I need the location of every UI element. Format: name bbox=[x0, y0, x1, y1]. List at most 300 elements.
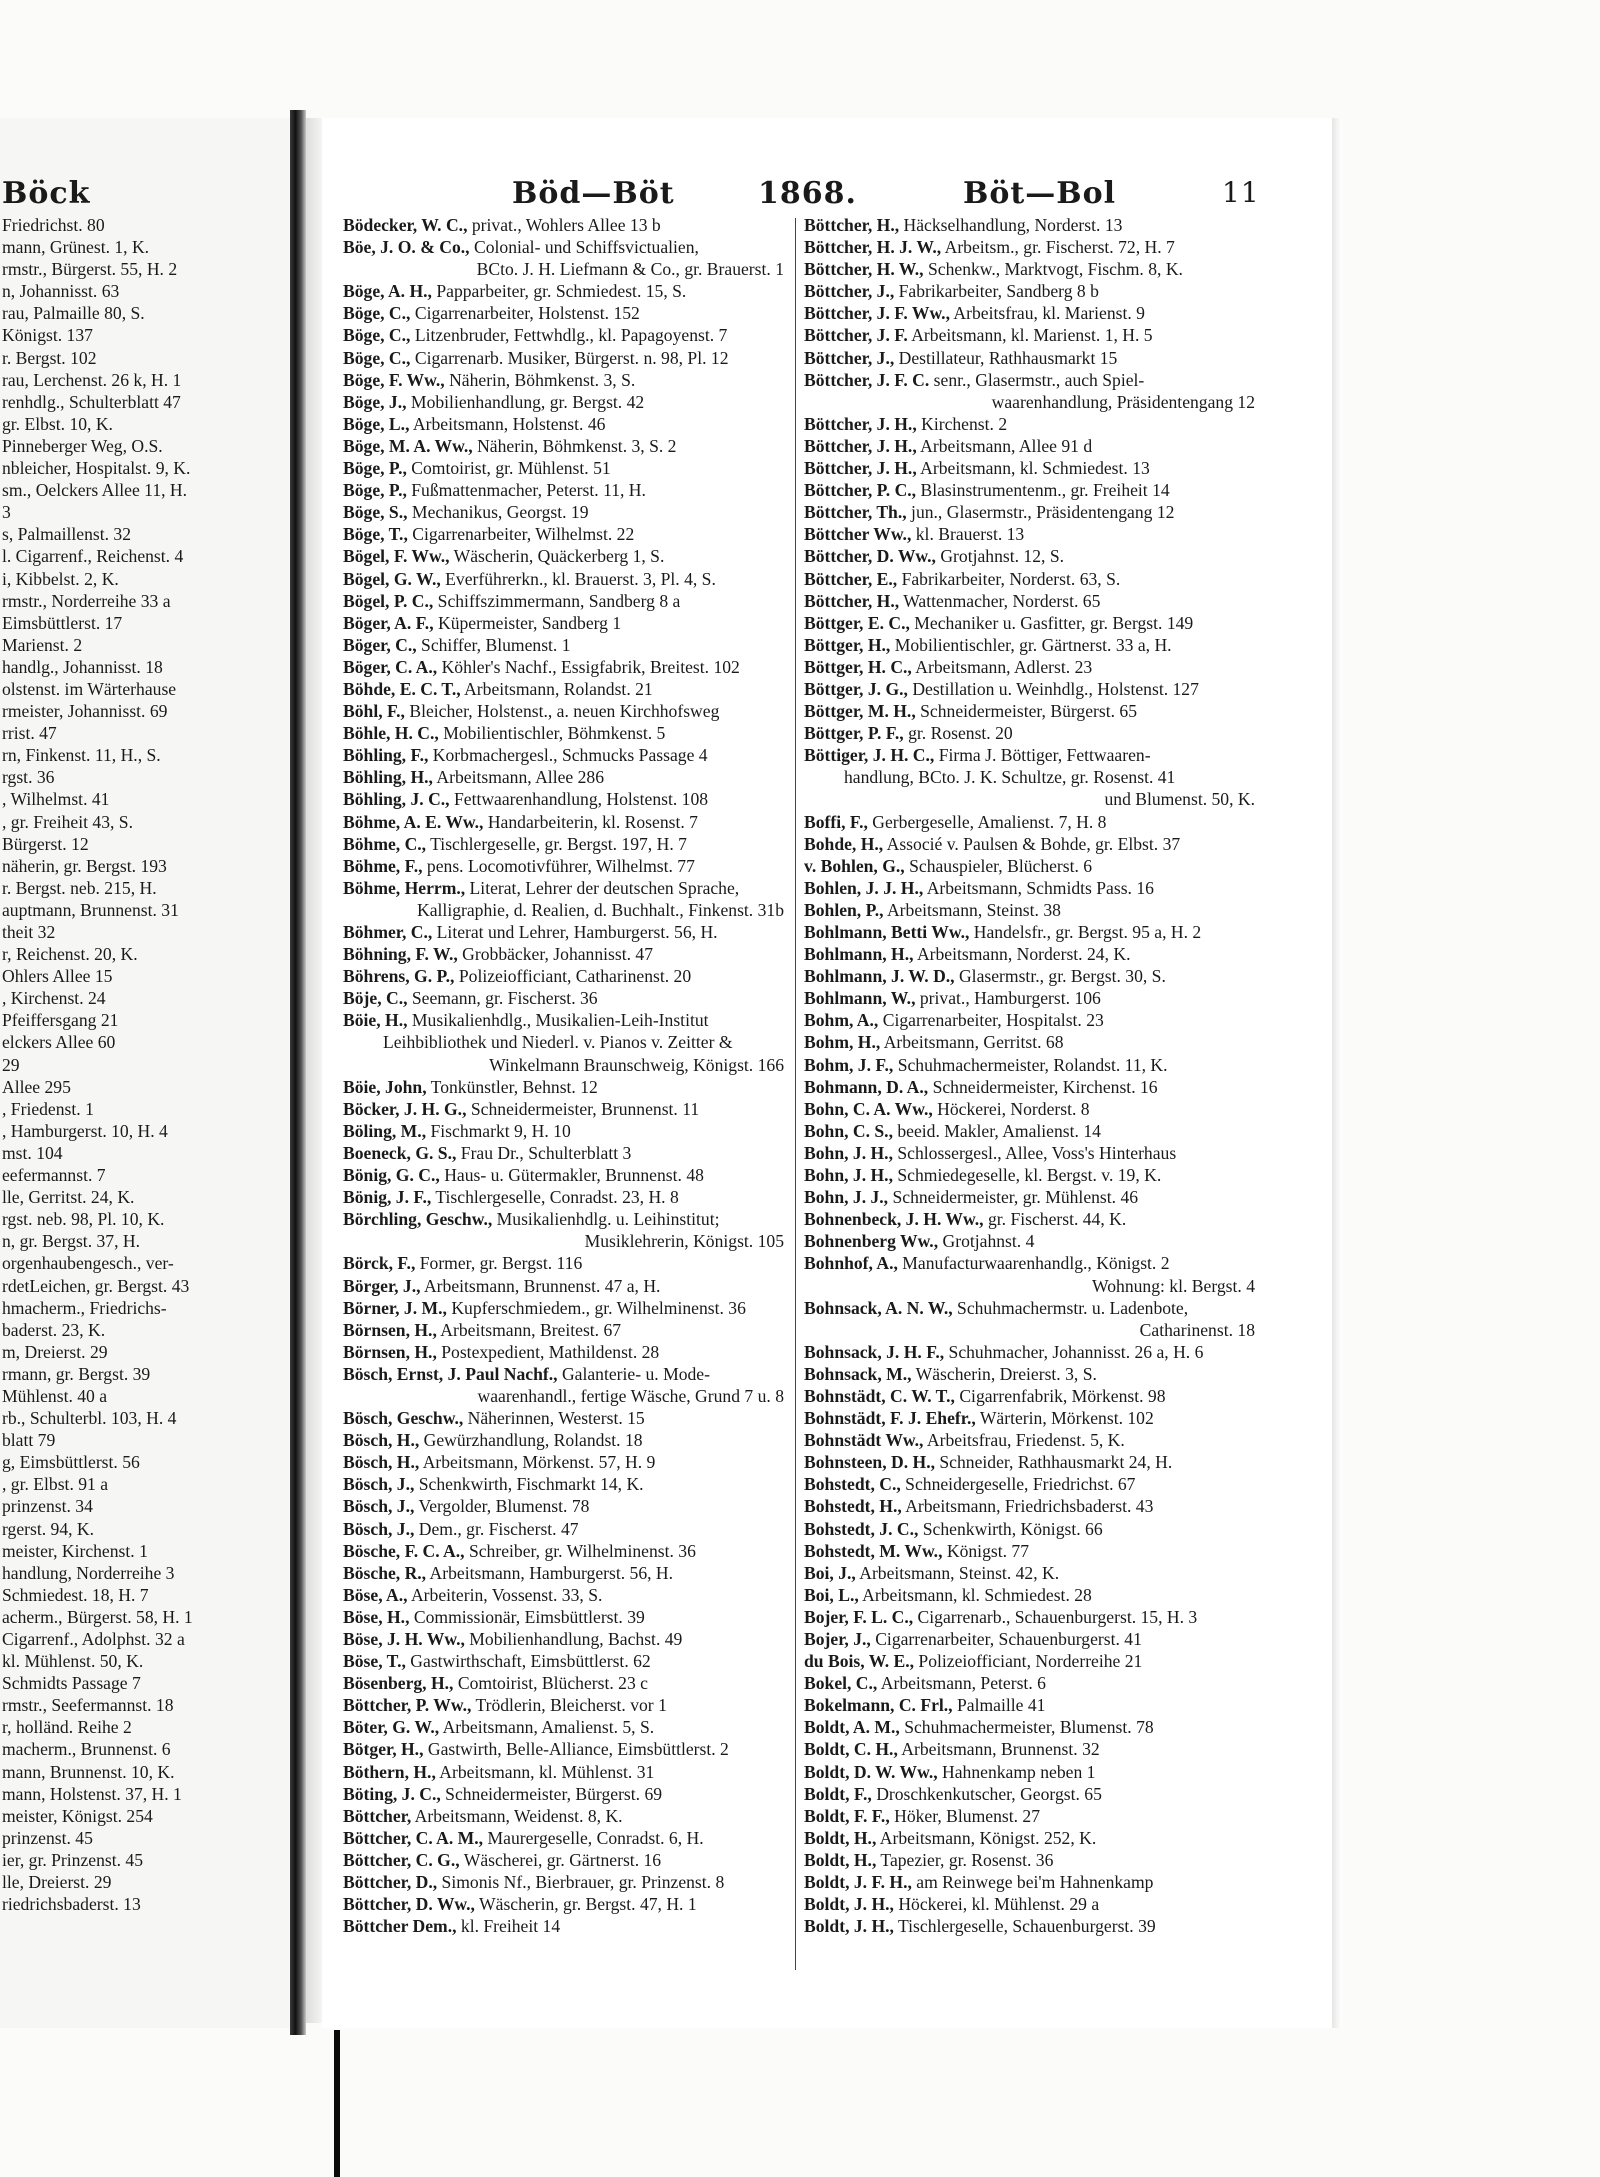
entry-name: Boldt, A. M., bbox=[804, 1717, 900, 1738]
directory-entry bbox=[804, 1915, 1259, 1937]
entry-name: Böge, C., bbox=[343, 325, 411, 346]
directory-entry bbox=[343, 1738, 788, 1760]
left-page-line: n, Johannisst. 63 bbox=[2, 281, 120, 302]
entry-details: Trödlerin, Bleicherst. vor 1 bbox=[471, 1695, 667, 1716]
entry-name: Bösch, Geschw., bbox=[343, 1408, 464, 1429]
directory-entry bbox=[804, 1672, 1259, 1694]
entry-name: Bösenberg, H., bbox=[343, 1673, 454, 1694]
directory-entry bbox=[343, 1009, 788, 1031]
entry-name: Böge, T., bbox=[343, 524, 408, 545]
entry-name: Böttcher, J. H., bbox=[804, 435, 917, 456]
entry-name: Bohstedt, C., bbox=[804, 1474, 901, 1495]
entry-name: Böie, John, bbox=[343, 1076, 427, 1097]
left-page-line: ier, gr. Prinzenst. 45 bbox=[2, 1849, 143, 1870]
entry-details: senr., Glasermstr., auch Spiel- bbox=[929, 369, 1145, 390]
directory-entry bbox=[343, 722, 788, 744]
left-page-line: handlg., Johannisst. 18 bbox=[2, 656, 163, 677]
entry-name: Bohnsack, A. N. W., bbox=[804, 1297, 953, 1318]
header-range-right: Böt—Bol bbox=[963, 176, 1116, 211]
entry-details: Mobilienhandlung, gr. Bergst. 42 bbox=[406, 391, 645, 412]
left-page-line: n, gr. Bergst. 37, H. bbox=[2, 1231, 140, 1252]
entry-details: Gerbergeselle, Amalienst. 7, H. 8 bbox=[867, 811, 1107, 832]
entry-details: Arbeitsmann, Steinst. 42, K. bbox=[855, 1562, 1060, 1583]
directory-entry bbox=[804, 811, 1259, 833]
entry-name: Böthern, H., bbox=[343, 1761, 436, 1782]
left-page-line: rau, Palmaille 80, S. bbox=[2, 303, 145, 324]
entry-name: Böttger, P. F., bbox=[804, 723, 904, 744]
entry-details: am Reinwege bei'm Hahnenkamp bbox=[911, 1872, 1154, 1893]
directory-entry bbox=[804, 302, 1259, 324]
directory-entry bbox=[343, 1076, 788, 1098]
entry-details: Köhler's Nachf., Essigfabrik, Breitest. 102 bbox=[437, 656, 740, 677]
entry-name: Bohnsack, M., bbox=[804, 1363, 912, 1384]
left-page-line: Schmiedest. 18, H. 7 bbox=[2, 1584, 149, 1605]
entry-name: Bohnenberg Ww., bbox=[804, 1231, 939, 1252]
left-page-line: meister, Kirchenst. 1 bbox=[2, 1540, 148, 1561]
entry-name: Bohnstädt, F. J. Ehefr., bbox=[804, 1408, 976, 1429]
entry-name: Böttger, M. H., bbox=[804, 701, 916, 722]
left-page-line: rb., Schulterbl. 103, H. 4 bbox=[2, 1408, 177, 1429]
entry-name: Bokelmann, C. Frl., bbox=[804, 1695, 953, 1716]
entry-name: Böhling, H., bbox=[343, 767, 433, 788]
entry-details: Schneidermeister, Bürgerst. 65 bbox=[915, 701, 1138, 722]
directory-entry bbox=[804, 1716, 1259, 1738]
entry-details: pens. Locomotivführer, Wilhelmst. 77 bbox=[422, 855, 695, 876]
entry-name: Börck, F., bbox=[343, 1253, 416, 1274]
entry-details: Schuhmachermeister, Rolandst. 11, K. bbox=[893, 1054, 1168, 1075]
directory-entry bbox=[343, 1451, 788, 1473]
book-gutter bbox=[290, 110, 306, 2035]
entry-details: Arbeitsmann, kl. Marienst. 1, H. 5 bbox=[907, 325, 1153, 346]
directory-entry bbox=[804, 1827, 1259, 1849]
directory-entry bbox=[804, 1076, 1259, 1098]
entry-details: Schlossergesl., Allee, Voss's Hinterhaus bbox=[892, 1142, 1177, 1163]
entry-name: Bohlmann, J. W. D., bbox=[804, 966, 955, 987]
directory-entry bbox=[804, 678, 1259, 700]
entry-name: Bohlmann, W., bbox=[804, 988, 916, 1009]
entry-name: Böhning, F. W., bbox=[343, 944, 458, 965]
entry-details: Arbeitsmann, kl. Schmiedest. 28 bbox=[858, 1584, 1092, 1605]
entry-details: Polizeiofficiant, Norderreihe 21 bbox=[914, 1651, 1143, 1672]
entry-name: Bögel, P. C., bbox=[343, 590, 434, 611]
directory-entry bbox=[804, 1518, 1259, 1540]
entry-name: Bösch, Ernst, J. Paul Nachf., bbox=[343, 1363, 558, 1384]
left-page-line: , gr. Freiheit 43, S. bbox=[2, 811, 133, 832]
directory-entry bbox=[804, 1031, 1259, 1053]
entry-name: Boldt, C. H., bbox=[804, 1739, 898, 1760]
left-page-line: auptmann, Brunnenst. 31 bbox=[2, 899, 179, 920]
left-page-line: prinzenst. 34 bbox=[2, 1496, 93, 1517]
directory-entry bbox=[343, 744, 788, 766]
directory-entry bbox=[804, 656, 1259, 678]
entry-name: Bohlmann, Betti Ww., bbox=[804, 922, 970, 942]
directory-entry bbox=[343, 1761, 788, 1783]
directory-entry bbox=[804, 1363, 1259, 1385]
page-number: 11 bbox=[1222, 176, 1260, 209]
entry-name: Böge, P., bbox=[343, 458, 407, 479]
entry-details: Postexpedient, Mathildenst. 28 bbox=[436, 1341, 660, 1362]
directory-entry bbox=[343, 965, 788, 987]
entry-name: Boi, J., bbox=[804, 1562, 856, 1583]
entry-continuation: handlung, BCto. J. K. Schultze, gr. Rosenst. 41 bbox=[844, 767, 1176, 788]
entry-name: Böe, J. O. & Co., bbox=[343, 237, 470, 258]
entry-name: Böling, M., bbox=[343, 1120, 427, 1141]
left-page-line: orgenhaubengesch., ver- bbox=[2, 1253, 174, 1274]
entry-name: Böttcher, P. C., bbox=[804, 480, 917, 501]
entry-name: Bojer, F. L. C., bbox=[804, 1606, 914, 1627]
entry-details: Arbeitsmann, kl. Mühlenst. 31 bbox=[435, 1761, 655, 1782]
entry-details: Mobilientischler, gr. Gärtnerst. 33 a, H. bbox=[890, 634, 1172, 655]
entry-details: Königst. 77 bbox=[942, 1540, 1029, 1561]
entry-name: Böttcher, D. Ww., bbox=[804, 546, 936, 567]
entry-details: Polizeiofficiant, Catharinenst. 20 bbox=[454, 966, 692, 987]
entry-details: Arbeitsmann, Holstenst. 46 bbox=[409, 413, 606, 434]
entry-details: jun., Glasermstr., Präsidentengang 12 bbox=[906, 502, 1175, 523]
entry-name: Böhrens, G. P., bbox=[343, 966, 455, 987]
entry-details: Arbeitsmann, Allee 91 d bbox=[916, 435, 1093, 456]
entry-details: Arbeiterin, Vossenst. 33, S. bbox=[407, 1584, 603, 1605]
entry-name: Bohstedt, M. Ww., bbox=[804, 1540, 943, 1561]
left-page-line: elckers Allee 60 bbox=[2, 1032, 116, 1053]
entry-details: Arbeitsmann, Peterst. 6 bbox=[877, 1673, 1046, 1694]
left-page-line: rmeister, Johannisst. 69 bbox=[2, 701, 168, 722]
column-divider bbox=[795, 218, 796, 1970]
entry-name: Bohstedt, J. C., bbox=[804, 1518, 919, 1539]
directory-entry bbox=[804, 413, 1259, 435]
entry-details: privat., Hamburgerst. 106 bbox=[915, 988, 1101, 1009]
left-page-line: theit 32 bbox=[2, 922, 56, 942]
left-page-line: Allee 295 bbox=[2, 1076, 71, 1097]
directory-entry bbox=[804, 833, 1259, 855]
directory-entry bbox=[343, 302, 788, 324]
entry-details: Höckerei, kl. Mühlenst. 29 a bbox=[893, 1894, 1100, 1915]
entry-name: Bohn, C. A. Ww., bbox=[804, 1098, 933, 1119]
directory-entry bbox=[804, 722, 1259, 744]
entry-details: Arbeitsmann, Rolandst. 21 bbox=[460, 678, 653, 699]
entry-details: Arbeitsmann, Schmidts Pass. 16 bbox=[923, 877, 1154, 898]
entry-details: Schneider, Rathhausmarkt 24, H. bbox=[935, 1452, 1173, 1473]
left-page-line: rmstr., Norderreihe 33 a bbox=[2, 590, 171, 611]
directory-entry bbox=[343, 501, 788, 523]
left-page-line: riedrichsbaderst. 13 bbox=[2, 1894, 141, 1915]
entry-name: Böttcher, P. Ww., bbox=[343, 1695, 472, 1716]
entry-name: Böje, C., bbox=[343, 988, 408, 1009]
entry-name: Böttcher, C. G., bbox=[343, 1849, 460, 1870]
left-page-line: acherm., Bürgerst. 58, H. 1 bbox=[2, 1606, 193, 1627]
entry-details: gr. Fischerst. 44, K. bbox=[983, 1209, 1127, 1230]
entry-details: Arbeitsmann, Brunnenst. 47 a, H. bbox=[420, 1275, 661, 1296]
entry-name: Bohn, J. H., bbox=[804, 1142, 893, 1163]
entry-name: du Bois, W. E., bbox=[804, 1651, 915, 1672]
entry-name: Bögel, F. Ww., bbox=[343, 546, 450, 567]
entry-name: Bösche, R., bbox=[343, 1562, 427, 1583]
entry-details: Glasermstr., gr. Bergst. 30, S. bbox=[954, 966, 1166, 987]
entry-name: Böge, P., bbox=[343, 480, 407, 501]
entry-details: Schenkw., Marktvogt, Fischm. 8, K. bbox=[923, 259, 1183, 280]
entry-name: Böhme, F., bbox=[343, 855, 423, 876]
entry-details: Papparbeiter, gr. Schmiedest. 15, S. bbox=[431, 281, 687, 302]
entry-details: Cigarrenarb., Schauenburgerst. 15, H. 3 bbox=[913, 1606, 1198, 1627]
directory-entry bbox=[343, 214, 788, 236]
left-page-line: handlung, Norderreihe 3 bbox=[2, 1562, 175, 1583]
entry-details: Schneidermeister, gr. Mühlenst. 46 bbox=[888, 1187, 1139, 1208]
entry-continuation: Catharinenst. 18 bbox=[1139, 1319, 1255, 1340]
entry-details: Küpermeister, Sandberg 1 bbox=[433, 612, 622, 633]
directory-entry bbox=[343, 766, 788, 788]
entry-details: Schreiber, gr. Wilhelminenst. 36 bbox=[464, 1540, 696, 1561]
entry-details: Cigarrenarb. Musiker, Bürgerst. n. 98, Pl. 12 bbox=[410, 347, 729, 368]
entry-name: Böse, H., bbox=[343, 1606, 410, 1627]
entry-details: Näherinnen, Westerst. 15 bbox=[463, 1408, 645, 1429]
entry-name: Böting, J. C., bbox=[343, 1783, 441, 1804]
entry-details: Fußmattenmacher, Peterst. 11, H. bbox=[406, 480, 646, 501]
directory-entry bbox=[804, 324, 1259, 346]
entry-name: Böse, A., bbox=[343, 1584, 408, 1605]
entry-name: Bohm, J. F., bbox=[804, 1054, 894, 1075]
directory-entry bbox=[804, 1495, 1259, 1517]
directory-entry bbox=[343, 1319, 788, 1341]
left-page-line: rgst. neb. 98, Pl. 10, K. bbox=[2, 1209, 165, 1230]
directory-entry bbox=[343, 1186, 788, 1208]
entry-name: Böttcher, H., bbox=[804, 590, 900, 611]
directory-entry bbox=[343, 1341, 788, 1363]
entry-details: Schuhmachermstr. u. Ladenbote, bbox=[952, 1297, 1189, 1318]
entry-name: Bösch, J., bbox=[343, 1496, 415, 1517]
entry-details: Schuhmacher, Johannisst. 26 a, H. 6 bbox=[944, 1341, 1204, 1362]
left-page-line: prinzenst. 45 bbox=[2, 1827, 93, 1848]
entry-name: Bohnsack, J. H. F., bbox=[804, 1341, 945, 1362]
entry-name: Böge, M. A. Ww., bbox=[343, 435, 473, 456]
directory-entry bbox=[343, 1473, 788, 1495]
entry-name: Böttger, E. C., bbox=[804, 612, 910, 633]
directory-entry bbox=[343, 280, 788, 302]
directory-entry bbox=[343, 1142, 788, 1164]
entry-name: Böttcher, Th., bbox=[804, 502, 907, 523]
left-page-line: i, Kibbelst. 2, K. bbox=[2, 568, 119, 589]
entry-details: Colonial- und Schiffsvictualien, bbox=[469, 237, 699, 258]
entry-name: Bohde, H., bbox=[804, 833, 884, 854]
entry-details: Wäscherin, Dreierst. 3, S. bbox=[911, 1363, 1097, 1384]
entry-details: Schiffszimmermann, Sandberg 8 a bbox=[433, 590, 681, 611]
left-page-line: Marienst. 2 bbox=[2, 634, 83, 655]
directory-entry bbox=[804, 1341, 1259, 1363]
entry-details: Bleicher, Holstenst., a. neuen Kirchhofsweg bbox=[404, 701, 720, 722]
entry-name: Bösch, J., bbox=[343, 1474, 415, 1495]
directory-entry bbox=[343, 413, 788, 435]
directory-entry bbox=[804, 1694, 1259, 1716]
entry-name: Böttcher, J., bbox=[804, 281, 895, 302]
entry-name: Böttger, J. G., bbox=[804, 678, 908, 699]
entry-details: Literat, Lehrer der deutschen Sprache, bbox=[465, 877, 740, 898]
entry-name: Böge, F. Ww., bbox=[343, 369, 445, 390]
entry-details: Former, gr. Bergst. 116 bbox=[415, 1253, 583, 1274]
entry-details: Tischlergeselle, Conradst. 23, H. 8 bbox=[431, 1187, 679, 1208]
entry-details: Arbeitsmann, Hamburgerst. 56, H. bbox=[426, 1562, 674, 1583]
entry-details: Cigarrenarbeiter, Schauenburgerst. 41 bbox=[870, 1629, 1142, 1649]
entry-details: Droschkenkutscher, Georgst. 65 bbox=[871, 1783, 1102, 1804]
entry-details: Tapezier, gr. Rosenst. 36 bbox=[876, 1849, 1054, 1870]
directory-entry bbox=[343, 435, 788, 457]
left-page-line: rgst. 36 bbox=[2, 767, 55, 788]
directory-entry bbox=[343, 369, 788, 391]
entry-name: Börnsen, H., bbox=[343, 1341, 437, 1362]
entry-name: Bohm, A., bbox=[804, 1010, 879, 1031]
entry-details: Firma J. Böttiger, Fettwaaren- bbox=[934, 745, 1151, 766]
entry-name: Börner, J. M., bbox=[343, 1297, 447, 1318]
directory-entry bbox=[343, 1495, 788, 1517]
directory-entry bbox=[804, 1252, 1259, 1274]
entry-name: Böttcher, H., bbox=[804, 215, 900, 235]
entry-name: Bötger, H., bbox=[343, 1739, 424, 1760]
directory-entry bbox=[804, 1738, 1259, 1760]
entry-details: Schneidermeister, Brunnenst. 11 bbox=[466, 1098, 700, 1119]
entry-name: Böttcher, J., bbox=[804, 347, 895, 368]
entry-name: Böhde, E. C. T., bbox=[343, 678, 461, 699]
directory-entry bbox=[804, 1230, 1259, 1252]
entry-name: Böcker, J. H. G., bbox=[343, 1098, 467, 1119]
directory-entry bbox=[343, 678, 788, 700]
entry-name: Bohstedt, H., bbox=[804, 1496, 902, 1517]
entry-details: Wärterin, Mörkenst. 102 bbox=[975, 1408, 1154, 1429]
directory-entry bbox=[343, 479, 788, 501]
left-page-line: sm., Oelckers Allee 11, H. bbox=[2, 480, 188, 501]
left-page-line: rmann, gr. Bergst. 39 bbox=[2, 1363, 151, 1384]
left-page-line: , Wilhelmst. 41 bbox=[2, 789, 110, 810]
entry-details: Schenkwirth, Fischmarkt 14, K. bbox=[414, 1474, 644, 1495]
entry-details: Comtoirist, Blücherst. 23 c bbox=[453, 1673, 648, 1694]
entry-name: Böttiger, J. H. C., bbox=[804, 745, 935, 766]
entry-name: Böhme, A. E. Ww., bbox=[343, 811, 484, 832]
directory-entry bbox=[343, 1650, 788, 1672]
entry-details: Mechaniker u. Gasfitter, gr. Bergst. 149 bbox=[909, 612, 1194, 633]
left-page-line: , Kirchenst. 24 bbox=[2, 988, 106, 1009]
entry-details: Gastwirthschaft, Eimsbüttlerst. 62 bbox=[405, 1651, 651, 1672]
entry-name: Böttcher, D., bbox=[343, 1872, 438, 1893]
left-page-line: rmstr., Bürgerst. 55, H. 2 bbox=[2, 259, 178, 280]
directory-entry bbox=[343, 1827, 788, 1849]
directory-entry bbox=[343, 1275, 788, 1297]
entry-name: Böge, L., bbox=[343, 413, 410, 434]
directory-entry bbox=[804, 899, 1259, 921]
entry-name: Bohnstädt Ww., bbox=[804, 1430, 924, 1451]
scanner-edge bbox=[334, 2030, 340, 2177]
left-page-line: l. Cigarrenf., Reichenst. 4 bbox=[2, 546, 184, 567]
directory-entry bbox=[343, 1584, 788, 1606]
entry-name: Bojer, J., bbox=[804, 1629, 871, 1649]
entry-details: Commissionär, Eimsbüttlerst. 39 bbox=[409, 1606, 645, 1627]
left-page-line: , gr. Elbst. 91 a bbox=[2, 1474, 109, 1495]
entry-details: Schauspieler, Blücherst. 6 bbox=[904, 855, 1093, 876]
entry-details: Arbeitsfrau, kl. Marienst. 9 bbox=[949, 303, 1145, 324]
left-page-line: Pinneberger Weg, O.S. bbox=[2, 435, 163, 456]
entry-details: Arbeitsfrau, Friedenst. 5, K. bbox=[923, 1430, 1125, 1451]
entry-details: Tonkünstler, Behnst. 12 bbox=[426, 1076, 598, 1097]
directory-entry bbox=[343, 700, 788, 722]
directory-entry bbox=[804, 965, 1259, 987]
entry-name: Böge, A. H., bbox=[343, 281, 432, 302]
directory-entry bbox=[343, 1098, 788, 1120]
entry-details: Näherin, Böhmkenst. 3, S. 2 bbox=[472, 435, 677, 456]
entry-details: Schneidermeister, Kirchenst. 16 bbox=[928, 1076, 1158, 1097]
entry-details: Frau Dr., Schulterblatt 3 bbox=[456, 1142, 632, 1163]
left-page-line: m, Dreierst. 29 bbox=[2, 1341, 108, 1362]
directory-entry bbox=[343, 1783, 788, 1805]
directory-entry bbox=[804, 280, 1259, 302]
left-page-line: Friedrichst. 80 bbox=[2, 215, 105, 235]
entry-details: Arbeitsmann, Königst. 252, K. bbox=[876, 1827, 1097, 1848]
entry-details: Cigarrenarbeiter, Hospitalst. 23 bbox=[878, 1010, 1104, 1031]
directory-column-right bbox=[804, 214, 1259, 1937]
entry-name: Bohnenbeck, J. H. Ww., bbox=[804, 1209, 984, 1230]
entry-details: Arbeitsmann, kl. Schmiedest. 13 bbox=[916, 458, 1150, 479]
directory-entry bbox=[804, 700, 1259, 722]
entry-continuation: BCto. J. H. Liefmann & Co., gr. Brauerst. 1 bbox=[476, 259, 784, 280]
directory-entry bbox=[343, 1915, 788, 1937]
entry-name: Böttcher Dem., bbox=[343, 1916, 457, 1937]
directory-entry bbox=[804, 258, 1259, 280]
entry-details: Mobilienhandlung, Bachst. 49 bbox=[464, 1629, 683, 1649]
entry-name: Böhling, J. C., bbox=[343, 789, 450, 810]
entry-details: Fischmarkt 9, H. 10 bbox=[426, 1120, 571, 1141]
entry-details: Grotjahnst. 4 bbox=[938, 1231, 1035, 1252]
directory-entry bbox=[804, 744, 1259, 766]
entry-name: Bohnstädt, C. W. T., bbox=[804, 1385, 955, 1406]
entry-name: Böhme, Herrm., bbox=[343, 877, 466, 898]
entry-details: Fabrikarbeiter, Norderst. 63, S. bbox=[897, 568, 1121, 589]
entry-name: Böttcher, J. F. Ww., bbox=[804, 303, 950, 324]
entry-details: kl. Freiheit 14 bbox=[456, 1916, 561, 1937]
directory-entry bbox=[804, 590, 1259, 612]
entry-details: Wäscherin, Quäckerberg 1, S. bbox=[449, 546, 665, 567]
directory-entry bbox=[804, 1054, 1259, 1076]
directory-entry bbox=[343, 391, 788, 413]
left-page-line: , Friedenst. 1 bbox=[2, 1098, 94, 1119]
entry-details: Associé v. Paulsen & Bohde, gr. Elbst. 37 bbox=[883, 833, 1181, 854]
directory-entry bbox=[343, 1120, 788, 1142]
directory-entry bbox=[804, 1562, 1259, 1584]
directory-entry bbox=[804, 943, 1259, 965]
entry-details: Tischlergeselle, gr. Bergst. 197, H. 7 bbox=[426, 833, 687, 854]
entry-details: Arbeitsmann, Weidenst. 8, K. bbox=[411, 1805, 623, 1826]
entry-details: Cigarrenarbeiter, Holstenst. 152 bbox=[410, 303, 640, 324]
left-page-line: rrist. 47 bbox=[2, 723, 57, 744]
left-page-line: lle, Gerritst. 24, K. bbox=[2, 1187, 135, 1208]
entry-name: Böttcher, E., bbox=[804, 568, 898, 589]
entry-name: Boldt, H., bbox=[804, 1849, 877, 1870]
entry-name: Boldt, F., bbox=[804, 1783, 872, 1804]
directory-entry bbox=[343, 1540, 788, 1562]
entry-name: Bösche, F. C. A., bbox=[343, 1540, 465, 1561]
entry-name: Böge, S., bbox=[343, 502, 408, 523]
left-page-line: Mühlenst. 40 a bbox=[2, 1385, 108, 1406]
left-page-line: mann, Brunnenst. 10, K. bbox=[2, 1761, 175, 1782]
directory-entry bbox=[343, 833, 788, 855]
directory-entry bbox=[343, 987, 788, 1009]
entry-details: Häckselhandlung, Norderst. 13 bbox=[899, 215, 1123, 235]
entry-name: Böttcher, J. H., bbox=[804, 413, 917, 434]
entry-details: Näherin, Böhmkenst. 3, S. bbox=[444, 369, 636, 390]
entry-details: Schneidergeselle, Friedrichst. 67 bbox=[900, 1474, 1136, 1495]
entry-name: Bösch, H., bbox=[343, 1430, 420, 1451]
entry-name: Böie, H., bbox=[343, 1010, 408, 1031]
left-page-line: g, Eimsbüttlerst. 56 bbox=[2, 1452, 140, 1473]
directory-entry bbox=[804, 369, 1259, 391]
header-range-left: Böd—Böt bbox=[512, 176, 675, 211]
directory-entry bbox=[343, 324, 788, 346]
entry-name: Bohn, J. H., bbox=[804, 1165, 893, 1186]
entry-name: Bohnsteen, D. H., bbox=[804, 1452, 935, 1473]
entry-details: Galanterie- u. Mode- bbox=[557, 1363, 710, 1384]
